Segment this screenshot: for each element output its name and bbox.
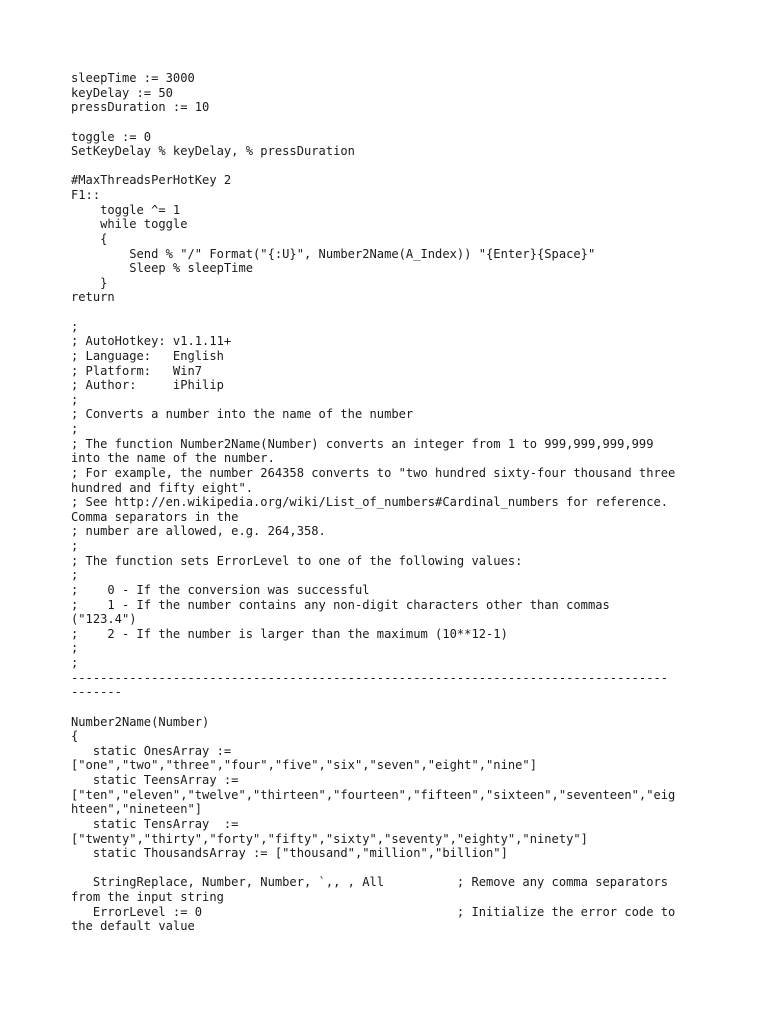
code-line: ; 1 - If the number contains any non-digit characters other than commas: [71, 597, 610, 612]
code-line: return: [71, 290, 115, 305]
code-line: toggle := 0: [71, 129, 152, 144]
code-line: into the name of the number.: [71, 451, 275, 466]
code-line: static OnesArray :=: [71, 743, 232, 758]
code-line: ;: [71, 422, 79, 436]
code-line: toggle ^= 1: [71, 202, 181, 217]
code-line: ----------------------------------------------------------------------------------: [71, 670, 669, 685]
code-line: ;: [71, 568, 79, 583]
code-line: ; Converts a number into the name of the number: [71, 407, 414, 422]
code-line: ;: [71, 656, 79, 670]
code-line: ; AutoHotkey: v1.1.11+: [71, 334, 232, 349]
code-line: pressDuration := 10: [71, 100, 210, 115]
code-line: ; 0 - If the conversion was successful: [71, 582, 370, 597]
code-line: from the input string: [71, 890, 224, 904]
code-line: Sleep % sleepTime: [71, 261, 254, 276]
code-line: ;: [71, 392, 79, 407]
code-line: ; number are allowed, e.g. 264,358.: [71, 524, 326, 539]
code-line: hundred and fifty eight".: [71, 480, 254, 495]
code-line: ; Platform: Win7: [71, 363, 203, 378]
code-line: ; For example, the number 264358 converts to "two hundred sixty-four thousand three: [71, 465, 676, 480]
code-line: ; Language: English: [71, 348, 224, 363]
code-line: ;: [71, 641, 79, 656]
code-line: StringReplace, Number, Number, `,, , All ; Remove any comma separators: [71, 875, 669, 890]
code-line: ; See http://en.wikipedia.org/wiki/List_of_numbers#Cardinal_numbers for reference.: [71, 495, 669, 510]
code-line: ["one","two","three","four","five","six","seven","eight","nine"]: [71, 758, 537, 773]
code-line: F1::: [71, 188, 101, 202]
code-line: ;: [71, 539, 79, 553]
code-line: hteen","nineteen"]: [71, 802, 203, 817]
code-line: the default value: [71, 919, 195, 934]
code-line: Send % "/" Format("{:U}", Number2Name(A_Index)) "{Enter}{Space}": [71, 246, 596, 261]
code-line: SetKeyDelay % keyDelay, % pressDuration: [71, 144, 355, 159]
code-line: {: [71, 231, 108, 246]
code-line: ; The function sets ErrorLevel to one of the following values:: [71, 553, 523, 568]
code-line: ["ten","eleven","twelve","thirteen","fourteen","fifteen","sixteen","seventeen","eig: [71, 787, 676, 802]
code-line: ;: [71, 319, 79, 334]
code-listing: [71, 71, 701, 934]
code-line: }: [71, 275, 108, 290]
code-line: ; Author: iPhilip: [71, 378, 224, 393]
code-line: static ThousandsArray := ["thousand","million","billion"]: [71, 846, 508, 861]
code-line: -------: [71, 685, 122, 700]
code-line: Number2Name(Number): [71, 714, 210, 729]
code-line: sleepTime := 3000: [71, 71, 195, 85]
code-line: {: [71, 729, 79, 744]
code-line: #MaxThreadsPerHotKey 2: [71, 173, 232, 188]
code-line: ("123.4"): [71, 612, 137, 627]
code-line: ["twenty","thirty","forty","fifty","sixty","seventy","eighty","ninety"]: [71, 831, 588, 846]
document-page: [71, 71, 701, 1011]
code-line: while toggle: [71, 217, 188, 232]
code-line: ; The function Number2Name(Number) converts an integer from 1 to 999,999,999,999: [71, 436, 654, 451]
code-line: static TensArray :=: [71, 816, 239, 831]
code-line: keyDelay := 50: [71, 85, 173, 100]
code-line: ErrorLevel := 0 ; Initialize the error code to: [71, 904, 676, 919]
code-line: static TeensArray :=: [71, 773, 239, 787]
code-line: Comma separators in the: [71, 509, 239, 524]
code-line: ; 2 - If the number is larger than the maximum (10**12-1): [71, 626, 508, 641]
